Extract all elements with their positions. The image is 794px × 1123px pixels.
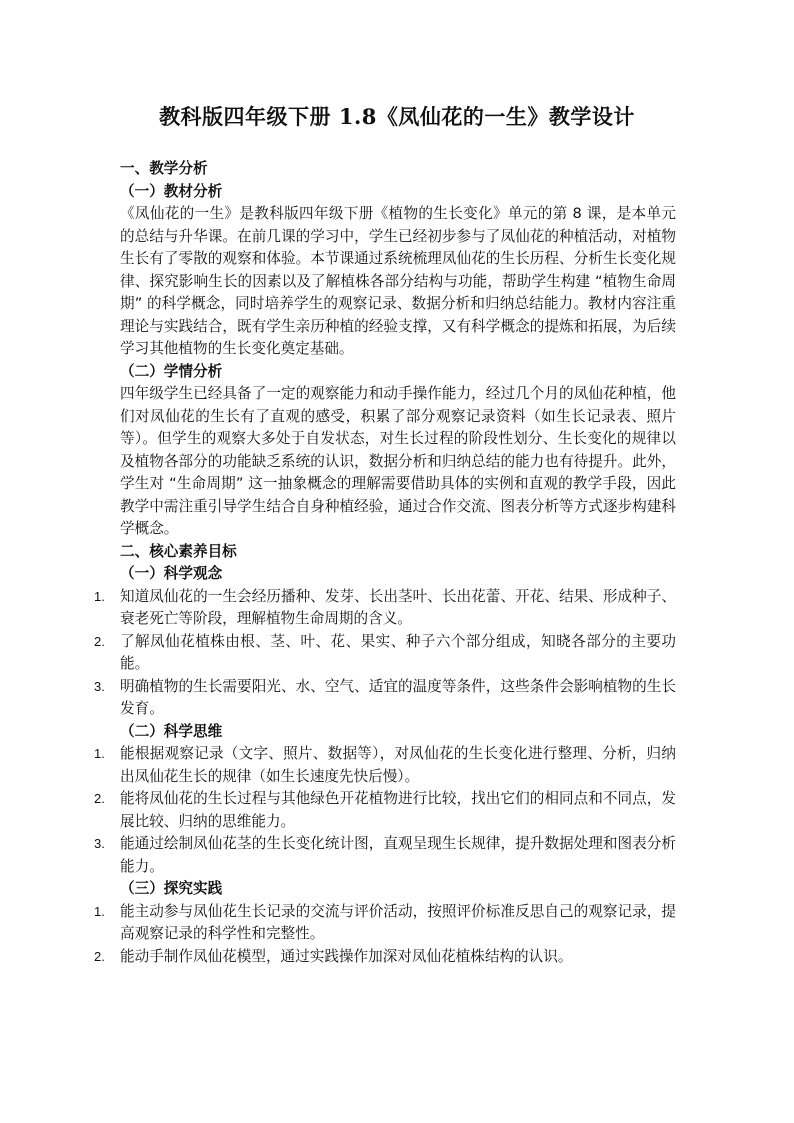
list-item: 2. 能将凤仙花的生长过程与其他绿色开花植物进行比较，找出它们的相同点和不同点，发展比较、归纳的思维能力。 [94, 790, 676, 830]
list-item: 2. 能动手制作凤仙花模型，通过实践操作加深对凤仙花植株结构的认识。 [94, 947, 573, 965]
section-heading-core-goals: 二、核心素养目标 [120, 542, 237, 560]
list-science-thinking [94, 743, 676, 878]
subsection-heading-inquiry-practice: （三）探究实践 [120, 880, 223, 897]
list-item: 1. 能主动参与凤仙花生长记录的交流与评价活动，按照评价标准反思自己的观察记录，提高观察记录的科学性和完整性。 [94, 902, 676, 942]
list-inquiry-practice [94, 901, 676, 969]
subsection-heading-student-analysis: （二）学情分析 [120, 362, 223, 380]
paragraph-textbook-analysis: 《凤仙花的一生》是教科版四年级下册《植物的生长变化》单元的第 8 课，是本单元的总结与升华课。在前几课的学习中，学生已经初步参与了凤仙花的种植活动，对植物生长有了零散的观察和体验。本节课通过系统梳理凤仙花的生长历程、分析生长变化规律、探究影响生长的因素以及了解植株各部分结构与功能，帮助学生构建 “植物生命周期” 的科学概念，同时培养学生的观察记录、数据分析和归纳总结能力。教材内容注重理论与实践结合，既有学生亲历种植的经验支撑，又有科学概念的提炼和拓展，为后续学习其他植物的生长变化奠定基础。 [120, 205, 676, 357]
paragraph-student-analysis: 四年级学生已经具备了一定的观察能力和动手操作能力，经过几个月的凤仙花种植，他们对凤仙花的生长有了直观的感受，积累了部分观察记录资料（如生长记录表、照片等）。但学生的观察大多处于自发状态，对生长过程的阶段性划分、生长变化的规律以及植物各部分的功能缺乏系统的认识，数据分析和归纳总结的能力也有待提升。此外，学生对 “生命周期” 这一抽象概念的理解需要借助具体的实例和直观的教学手段，因此教学中需注重引导学生结合自身种植经验，通过合作交流、图表分析等方式逐步构建科学概念。 [120, 385, 676, 537]
list-item: 3. 能通过绘制凤仙花茎的生长变化统计图，直观呈现生长规律，提升数据处理和图表分析能力。 [94, 835, 676, 875]
list-science-concepts [94, 586, 676, 721]
list-item: 1. 能根据观察记录（文字、照片、数据等），对凤仙花的生长变化进行整理、分析，归纳出凤仙花生长的规律（如生长速度先快后慢）。 [94, 745, 676, 785]
subsection-heading-textbook-analysis: （一）教材分析 [120, 182, 223, 200]
list-item: 3. 明确植物的生长需要阳光、水、空气、适宜的温度等条件，这些条件会影响植物的生长发育。 [94, 677, 676, 717]
list-item: 2. 了解凤仙花植株由根、茎、叶、花、果实、种子六个部分组成，知晓各部分的主要功能。 [94, 632, 676, 672]
section-heading-teaching-analysis: 一、教学分析 [120, 160, 208, 177]
subsection-heading-science-concepts: （一）科学观念 [120, 565, 223, 582]
subsection-heading-science-thinking: （二）科学思维 [120, 722, 223, 740]
list-item: 1. 知道凤仙花的一生会经历播种、发芽、长出茎叶、长出花蕾、开花、结果、形成种子、衰老死亡等阶段，理解植物生命周期的含义。 [94, 587, 676, 627]
document-body [94, 158, 676, 968]
document-title: 教科版四年级下册 1.8《凤仙花的一生》教学设计 [159, 104, 635, 129]
